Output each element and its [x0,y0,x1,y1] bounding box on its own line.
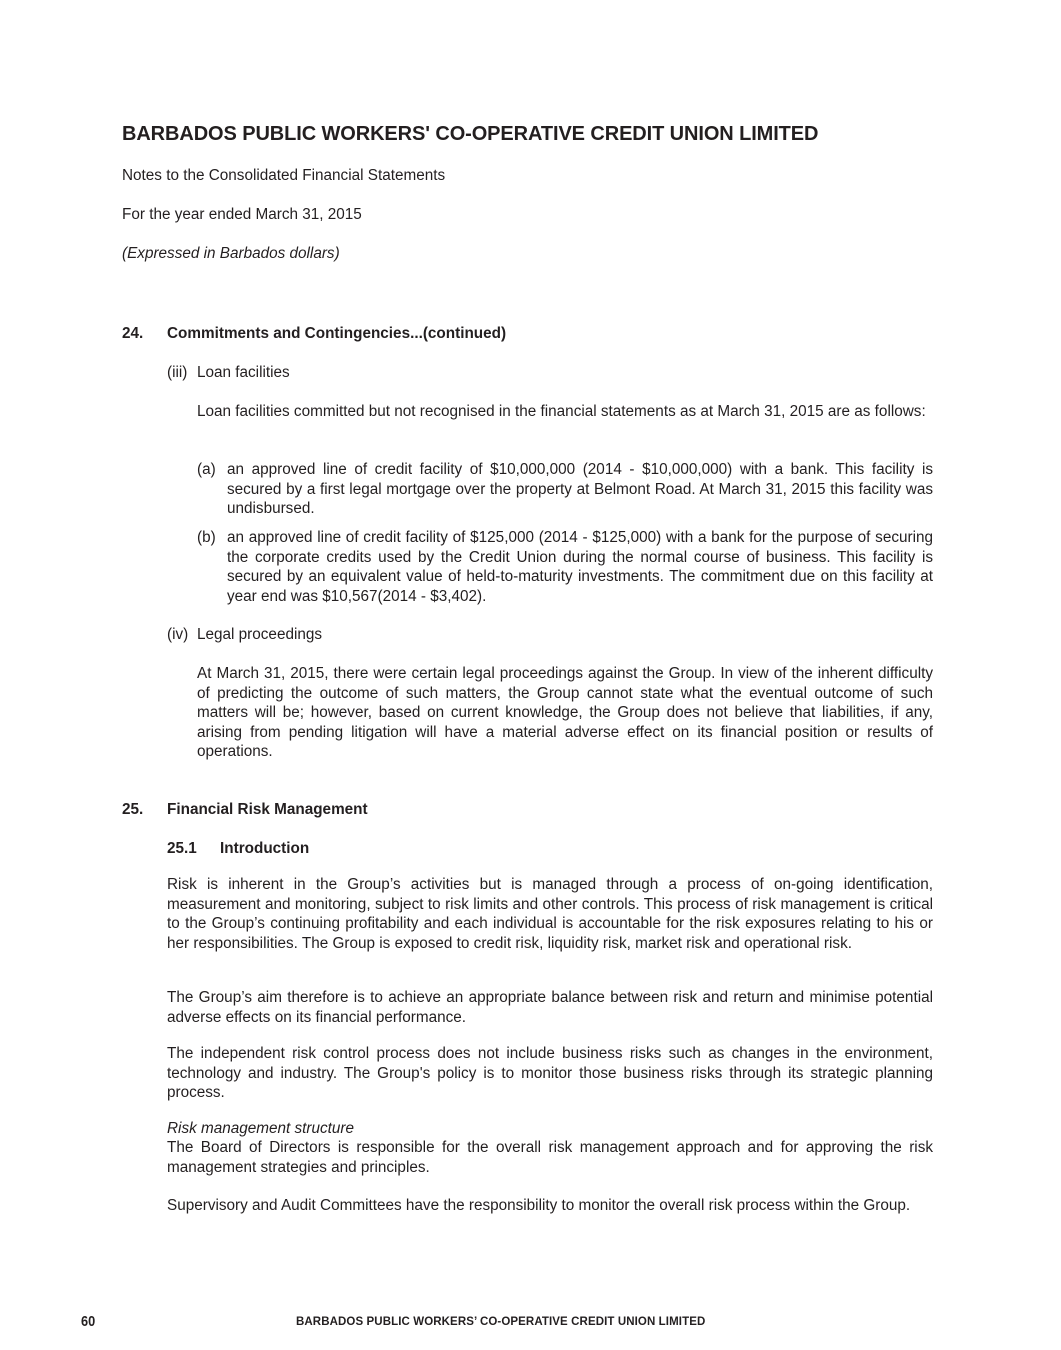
risk-structure-paragraph-1: The Board of Directors is responsible for the overall risk management approach and for approving the risk management strategies and principles. [167,1139,933,1176]
legal-proceedings-text: At March 31, 2015, there were certain legal proceedings against the Group. In view of the inherent difficulty of predicting the outcome of such matters, the Group cannot state what the eventual outcome of such matters will be; however, based on current knowledge, the Group does not believe that liabilities, if any, arising from pending litigation will have a material adverse effect on its financial position or results of operations. [197,665,933,760]
document-subtitle: Notes to the Consolidated Financial Statements [122,167,446,184]
risk-structure-paragraph-2: Supervisory and Audit Committees have the responsibility to monitor the overall risk process within the Group. [167,1197,911,1214]
introduction-paragraph-3: The independent risk control process does not include business risks such as changes in the environment, technology and industry. The Group's policy is to monitor those business risks through its strategic planning process. [167,1045,933,1101]
reporting-period: For the year ended March 31, 2015 [122,206,362,223]
subsection-25-1-heading: Introduction [220,840,310,857]
currency-note: (Expressed in Barbados dollars) [122,245,340,262]
loan-item-a-label: (a) [197,461,216,478]
subsection-iv-heading: Legal proceedings [197,626,323,643]
introduction-paragraph-1: Risk is inherent in the Group’s activities but is managed through a process of on-going identification, measurement and monitoring, subject to risk limits and other controls. This process of risk management is critical to the Group’s continuing profitability and each individual is accountable for the risk exposures relating to his or her responsibilities. The Group is exposed to credit risk, liquidity risk, market risk and operational risk. [167,876,933,952]
loan-item-b-text: an approved line of credit facility of $125,000 (2014 - $125,000) with a bank for the purpose of securing the corporate credits used by the Credit Union during the normal course of business. This facility is secured by an equivalent value of held-to-maturity investments. The commitment due on this facility at year end was $10,567(2014 - $3,402). [227,529,933,605]
document-title: BARBADOS PUBLIC WORKERS' CO-OPERATIVE CREDIT UNION LIMITED [122,123,819,145]
loan-item-a [197,460,933,519]
subsection-iv-label: (iv) [167,626,189,643]
section-24-number: 24. [122,325,144,342]
loan-facilities-intro: Loan facilities committed but not recognised in the financial statements as at March 31, 2015 are as follows: [197,403,926,420]
subsection-iii-heading: Loan facilities [197,364,290,381]
subsection-25-1-number: 25.1 [167,840,197,857]
loan-item-b-label: (b) [197,529,216,546]
section-24-heading: Commitments and Contingencies...(continued) [167,325,507,342]
loan-item-a-text: an approved line of credit facility of $10,000,000 (2014 - $10,000,000) with a bank. This facility is secured by a first legal mortgage over the property at Belmont Road. At March 31, 2015 this facility was undisbursed. [227,461,933,517]
section-25-heading: Financial Risk Management [167,801,368,818]
section-25-number: 25. [122,801,144,818]
subsection-iii-label: (iii) [167,364,188,381]
introduction-paragraph-2: The Group’s aim therefore is to achieve an appropriate balance between risk and return and minimise potential adverse effects on its financial performance. [167,989,933,1026]
risk-structure-heading: Risk management structure [167,1120,355,1137]
loan-item-b [197,528,933,606]
footer-organization-name: BARBADOS PUBLIC WORKERS’ CO-OPERATIVE CREDIT UNION LIMITED [296,1316,706,1328]
page-number: 60 [81,1313,96,1330]
